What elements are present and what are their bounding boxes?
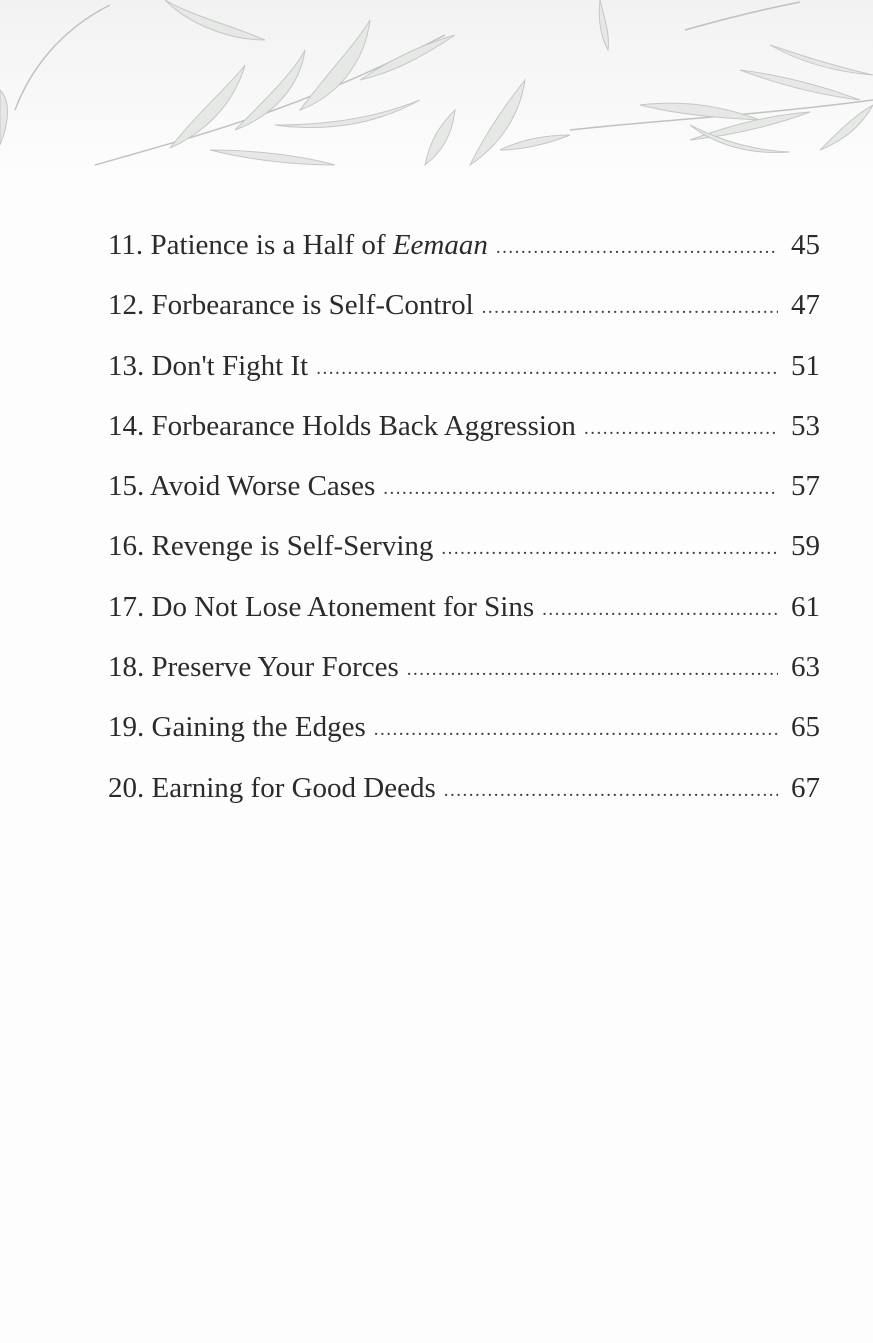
toc-page-number: 67 (791, 771, 820, 804)
dot-leader (482, 297, 778, 319)
toc-entry[interactable] (108, 229, 820, 289)
toc-page-number: 65 (791, 711, 820, 744)
toc-page-number: 63 (791, 651, 820, 684)
toc-entry-title: 20. Earning for Good Deeds (108, 771, 436, 804)
toc-entry-title: 12. Forbearance is Self-Control (108, 289, 474, 322)
toc-entry-title: 11. Patience is a Half of Eemaan (108, 229, 488, 261)
toc-entry[interactable] (108, 410, 820, 470)
toc-entry[interactable] (108, 591, 820, 651)
dot-leader (383, 478, 778, 500)
toc-page-number: 47 (791, 289, 820, 322)
toc-entry[interactable] (108, 772, 820, 832)
dot-leader (584, 418, 778, 440)
table-of-contents (108, 229, 820, 832)
dot-leader (441, 538, 778, 560)
toc-page-number: 51 (791, 349, 820, 382)
toc-entry[interactable] (108, 470, 820, 530)
toc-entry-title: 17. Do Not Lose Atonement for Sins (108, 590, 535, 623)
toc-entry[interactable] (108, 651, 820, 711)
toc-entry-title: 19. Gaining the Edges (108, 711, 366, 744)
toc-page-number: 57 (791, 470, 820, 503)
toc-page-number: 61 (791, 590, 820, 623)
toc-page-number: 59 (791, 530, 820, 563)
toc-entry[interactable] (108, 530, 820, 590)
dot-leader (407, 659, 778, 681)
toc-entry-title: 16. Revenge is Self-Serving (108, 530, 434, 563)
dot-leader (374, 719, 778, 741)
toc-entry[interactable] (108, 289, 820, 349)
dot-leader (496, 237, 778, 259)
toc-entry-emphasis: Eemaan (392, 229, 488, 261)
toc-entry[interactable] (108, 711, 820, 771)
dot-leader (316, 358, 778, 380)
dot-leader (444, 780, 778, 802)
toc-entry-title: 13. Don't Fight It (108, 349, 309, 382)
toc-page-number: 53 (791, 409, 820, 442)
toc-entry-title: 14. Forbearance Holds Back Aggression (108, 409, 576, 442)
toc-entry-title: 18. Preserve Your Forces (108, 651, 399, 684)
toc-entry-title: 15. Avoid Worse Cases (108, 470, 376, 503)
leaf-branch-illustration-icon (0, 0, 873, 175)
toc-entry[interactable] (108, 350, 820, 410)
dot-leader (542, 599, 778, 621)
toc-page-number: 45 (791, 229, 820, 261)
